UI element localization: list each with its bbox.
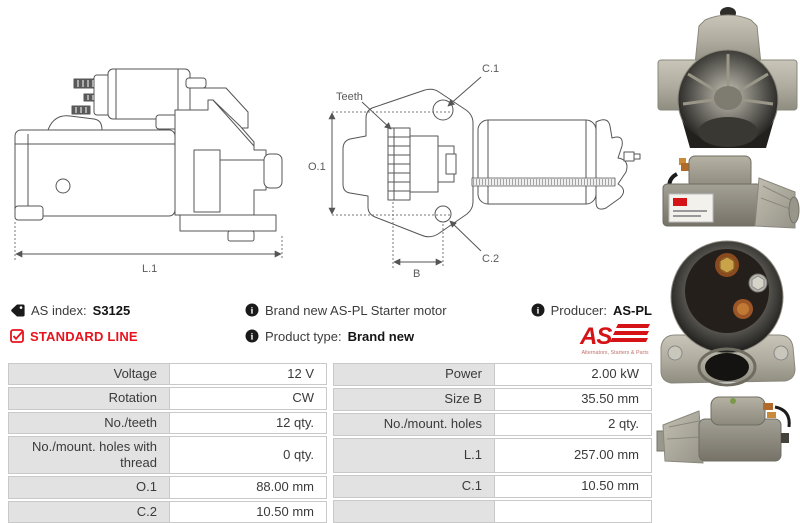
producer-line bbox=[531, 301, 652, 319]
standard-line-row bbox=[10, 327, 138, 345]
spec-value: 0 qty. bbox=[169, 436, 327, 475]
spec-value: 12 qty. bbox=[169, 412, 327, 434]
table-row bbox=[8, 476, 327, 498]
spec-label: C.1 bbox=[333, 475, 494, 498]
spec-value: 88.00 mm bbox=[169, 476, 327, 498]
c2-label: C.2 bbox=[482, 253, 500, 265]
as-logo-tagline: Alternators, Starters & Parts bbox=[581, 350, 649, 356]
as-index-label: AS index: bbox=[31, 302, 87, 318]
table-row bbox=[333, 413, 652, 436]
standard-line-badge: STANDARD LINE bbox=[30, 328, 138, 344]
spec-label: O.1 bbox=[8, 476, 169, 498]
producer-value: AS-PL bbox=[613, 302, 652, 318]
motor-body bbox=[15, 130, 175, 216]
spec-value: 35.50 mm bbox=[494, 388, 652, 411]
product-description: Brand new AS-PL Starter motor bbox=[265, 302, 447, 318]
table-row bbox=[333, 500, 652, 523]
svg-text:i: i bbox=[250, 332, 254, 343]
spec-label: Power bbox=[333, 363, 494, 386]
b-dimension-label: B bbox=[413, 268, 421, 280]
motor-body-top bbox=[478, 120, 596, 204]
spec-table bbox=[8, 361, 652, 523]
tag-icon bbox=[10, 303, 25, 318]
spec-label: No./mount. holes bbox=[333, 413, 494, 436]
svg-text:i: i bbox=[536, 306, 539, 317]
producer-label: Producer: bbox=[550, 302, 607, 318]
spec-label: No./teeth bbox=[8, 412, 169, 434]
table-row bbox=[333, 363, 652, 386]
standard-line-checkbox-icon bbox=[10, 329, 24, 343]
table-row bbox=[8, 412, 327, 434]
mounting-clamp bbox=[48, 116, 102, 130]
spec-label: Rotation bbox=[8, 387, 169, 409]
spec-table-left bbox=[8, 361, 327, 523]
spec-value: 12 V bbox=[169, 363, 327, 385]
spec-table-right bbox=[333, 361, 652, 523]
spec-label: C.2 bbox=[8, 501, 169, 523]
product-info-row bbox=[0, 299, 800, 357]
spec-label: L.1 bbox=[333, 438, 494, 473]
spec-label: Voltage bbox=[8, 363, 169, 385]
table-row bbox=[8, 363, 327, 385]
spec-value: 10.50 mm bbox=[169, 501, 327, 523]
spec-label: No./mount. holes with thread bbox=[8, 436, 169, 475]
spec-label bbox=[333, 500, 494, 523]
starter-side-view-drawing bbox=[8, 50, 308, 290]
spec-value: 257.00 mm bbox=[494, 438, 652, 473]
spec-value bbox=[494, 500, 652, 523]
as-index-value: S3125 bbox=[92, 302, 131, 318]
product-photo-side-view-2[interactable] bbox=[655, 395, 800, 471]
table-row bbox=[8, 387, 327, 409]
info-icon bbox=[531, 303, 545, 317]
rear-bracket bbox=[596, 120, 627, 209]
product-type-value: Brand new bbox=[347, 328, 415, 344]
spec-value: 2.00 kW bbox=[494, 363, 652, 386]
svg-text:i: i bbox=[250, 306, 254, 317]
product-type-label: Product type: bbox=[265, 328, 342, 344]
body-hole bbox=[56, 179, 70, 193]
o1-dimension-label: O.1 bbox=[308, 161, 326, 173]
description-line bbox=[245, 301, 447, 319]
c1-label: C.1 bbox=[482, 63, 500, 75]
as-logo-text: AS bbox=[580, 323, 612, 350]
as-pl-logo bbox=[578, 321, 652, 360]
info-icon bbox=[245, 329, 259, 343]
product-type-line bbox=[245, 327, 414, 345]
table-row bbox=[333, 475, 652, 498]
product-photo-side-view[interactable] bbox=[655, 150, 800, 234]
teeth-label: Teeth bbox=[336, 91, 363, 103]
spec-value: CW bbox=[169, 387, 327, 409]
pinion-slot bbox=[194, 150, 220, 212]
spec-label: Size B bbox=[333, 388, 494, 411]
table-row bbox=[8, 501, 327, 523]
mounting-hole-top bbox=[433, 100, 453, 120]
mounting-hole-bottom bbox=[435, 206, 451, 222]
table-row bbox=[8, 436, 327, 475]
as-index-line bbox=[10, 301, 130, 319]
info-icon bbox=[245, 303, 259, 317]
table-row bbox=[333, 388, 652, 411]
spec-value: 10.50 mm bbox=[494, 475, 652, 498]
spec-value: 2 qty. bbox=[494, 413, 652, 436]
starter-top-view-drawing bbox=[300, 50, 660, 295]
table-row bbox=[333, 438, 652, 473]
l1-dimension-label: L.1 bbox=[142, 263, 158, 275]
product-photo-front-view[interactable] bbox=[655, 2, 800, 148]
